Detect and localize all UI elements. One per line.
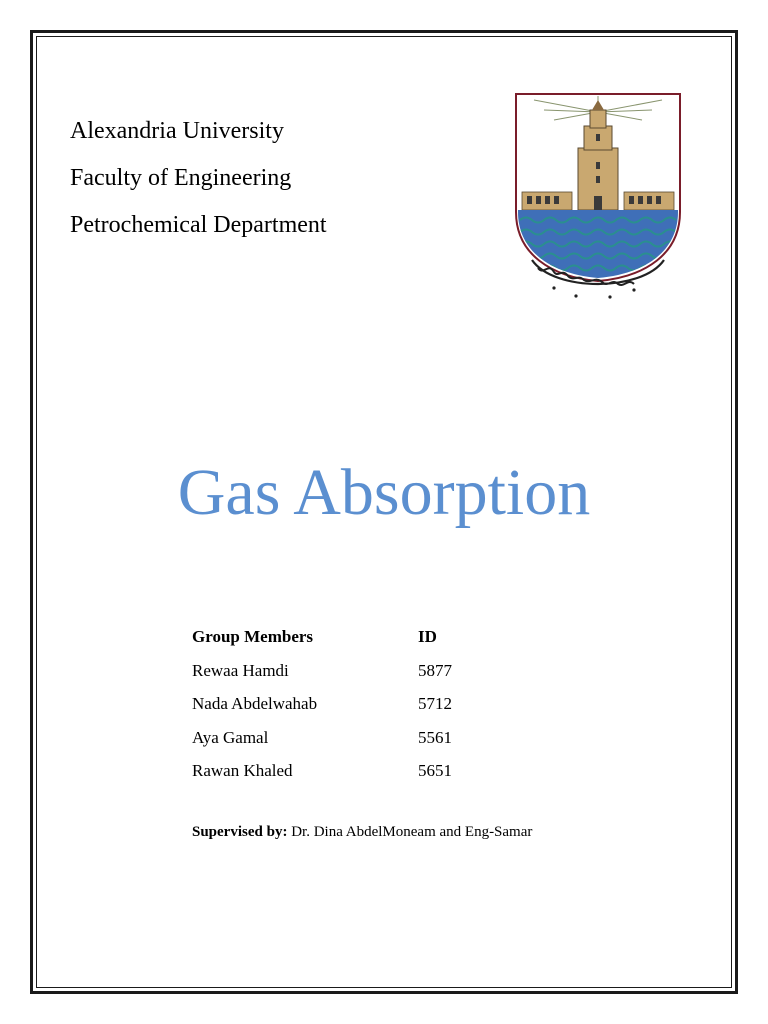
supervisor-label: Supervised by: (192, 824, 288, 840)
table-header-row (192, 620, 452, 654)
member-name: Rewaa Hamdi (192, 660, 289, 680)
member-id: 5877 (418, 660, 452, 680)
department-name: Petrochemical Department (70, 212, 327, 238)
supervisor-line (192, 824, 532, 841)
column-header-members: Group Members (192, 627, 314, 646)
member-name: Rawan Khaled (192, 761, 293, 780)
university-seal-logo (514, 92, 682, 310)
member-name: Aya Gamal (192, 727, 269, 747)
group-members-table (192, 620, 452, 788)
table-row (192, 687, 452, 721)
member-id: 5561 (418, 727, 452, 747)
table-row (192, 721, 452, 755)
faculty-name: Faculty of Engineering (70, 165, 292, 191)
member-id: 5712 (418, 694, 452, 713)
column-header-id: ID (418, 627, 437, 646)
supervisor-names: Dr. Dina AbdelMoneam and Eng-Samar (287, 824, 533, 840)
institution-header (70, 108, 327, 249)
university-name: Alexandria University (70, 118, 284, 144)
table-row (192, 754, 452, 788)
document-title: Gas Absorption (177, 456, 591, 529)
table-row (192, 654, 452, 688)
member-id: 5651 (418, 761, 452, 780)
member-name: Nada Abdelwahab (192, 694, 318, 713)
